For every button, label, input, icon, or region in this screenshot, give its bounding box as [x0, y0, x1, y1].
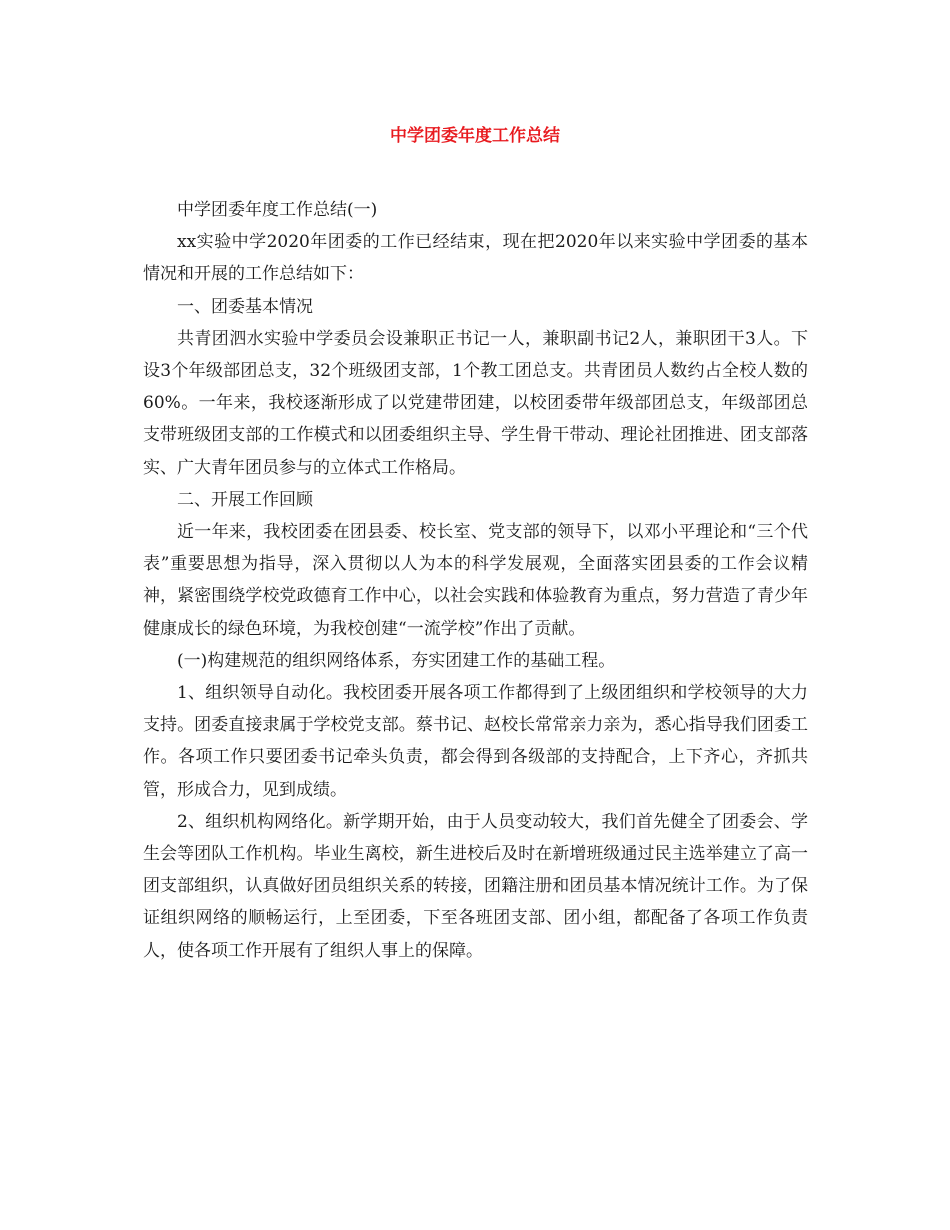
paragraph-work-review: 近一年来，我校团委在团县委、校长室、党支部的领导下，以邓小平理论和“三个代表”重要思想为指导，深入贯彻以人为本的科学发展观，全面落实团县委的工作会议精神，紧密围绕学校党政德育工作中心，以社会实践和体验教育为重点，努力营造了青少年健康成长的绿色环境，为我校创建“一流学校”作出了贡献。 [143, 522, 808, 639]
subsection-heading-organization: (一)构建规范的组织网络体系，夯实团建工作的基础工程。 [177, 650, 616, 671]
paragraph-item-2: 2、组织机构网络化。新学期开始，由于人员变动较大，我们首先健全了团委会、学生会等团队工作机构。毕业生离校，新生进校后及时在新增班级通过民主选举建立了高一团支部组织，认真做好团员组织关系的转接，团籍注册和团员基本情况统计工作。为了保证组织网络的顺畅运行，上至团委，下至各班团支部、团小组，都配备了各项工作负责人，使各项工作开展有了组织人事上的保障。 [143, 811, 808, 961]
document-body [143, 194, 808, 967]
paragraph-intro: xx实验中学2020年团委的工作已经结束，现在把2020年以来实验中学团委的基本情况和开展的工作总结如下： [143, 232, 808, 285]
document-title: 中学团委年度工作总结 [390, 126, 560, 146]
paragraph-item-1: 1、组织领导自动化。我校团委开展各项工作都得到了上级团组织和学校领导的大力支持。团委直接隶属于学校党支部。蔡书记、赵校长常常亲力亲为，悉心指导我们团委工作。各项工作只要团委书记牵头负责，都会得到各级部的支持配合，上下齐心，齐抓共管，形成合力，见到成绩。 [143, 683, 808, 800]
paragraph-subtitle: 中学团委年度工作总结(一) [177, 200, 378, 220]
paragraph-basic-info: 共青团泗水实验中学委员会设兼职正书记一人，兼职副书记2人，兼职团干3人。下设3个年级部团总支，32个班级团支部，1个教工团总支。共青团员人数约占全校人数的60%。一年来，我校逐渐形成了以党建带团建，以校团委带年级部团总支，年级部团总支带班级团支部的工作模式和以团委组织主导、学生骨干带动、理论社团推进、团支部落实、广大青年团员参与的立体式工作格局。 [143, 328, 808, 478]
section-heading-work-review: 二、开展工作回顾 [177, 489, 313, 510]
section-heading-basic-info: 一、团委基本情况 [177, 296, 313, 317]
